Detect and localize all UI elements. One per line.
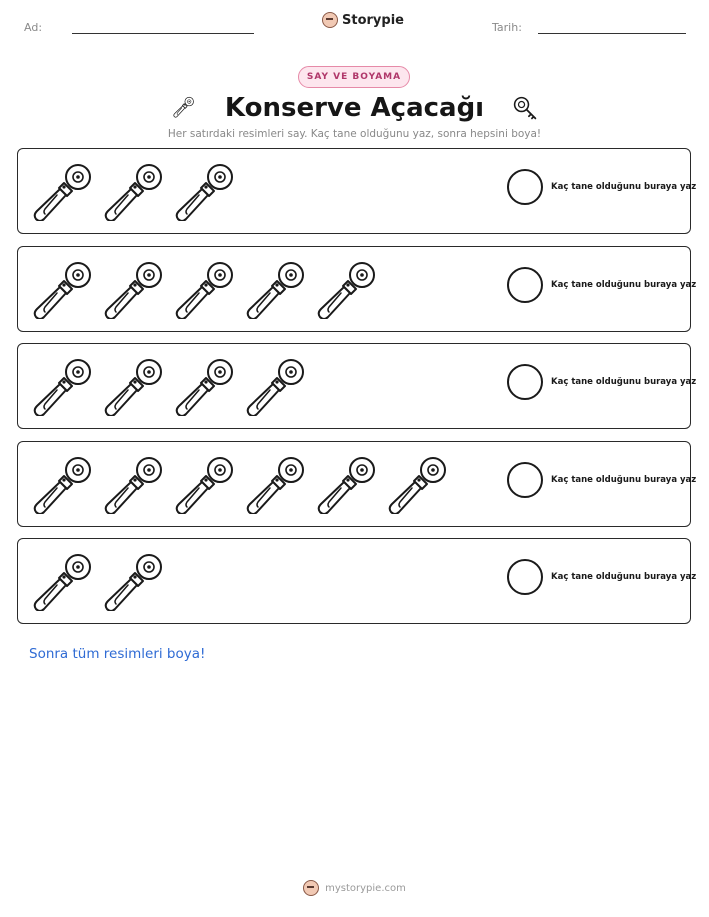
can-opener-icon[interactable]: [101, 354, 163, 416]
key-can-opener-icon: [512, 95, 538, 121]
answer-label: Kaç tane olduğunu buraya yaz: [551, 474, 697, 485]
brand-name: Storypie: [342, 12, 404, 28]
count-row: [17, 441, 697, 527]
footer-brand: [0, 880, 709, 896]
answer-label: Kaç tane olduğunu buraya yaz: [551, 182, 697, 192]
can-opener-icon[interactable]: [30, 257, 92, 319]
title-row: [0, 88, 709, 128]
can-opener-icon[interactable]: [172, 354, 234, 416]
answer-circle[interactable]: [507, 559, 543, 595]
can-opener-icon[interactable]: [30, 549, 92, 611]
page-title: Konserve Açacağı: [224, 93, 485, 123]
instructions: Her satırdaki resimleri say. Kaç tane olduğunu yaz, sonra hepsini boya!: [167, 128, 542, 140]
can-opener-icon[interactable]: [101, 549, 163, 611]
can-opener-icon[interactable]: [385, 452, 447, 514]
answer-circle[interactable]: [507, 364, 543, 400]
can-opener-icon[interactable]: [172, 452, 234, 514]
can-opener-icon[interactable]: [314, 257, 376, 319]
can-opener-icon[interactable]: [30, 159, 92, 221]
can-opener-icon[interactable]: [101, 257, 163, 319]
storypie-mascot-icon: [303, 880, 319, 896]
count-row: [17, 538, 697, 624]
answer-circle[interactable]: [507, 267, 543, 303]
brand-logo: [322, 12, 404, 28]
date-line[interactable]: [538, 33, 686, 34]
name-line[interactable]: [72, 33, 254, 34]
count-row: [17, 246, 697, 332]
answer-label: Kaç tane olduğunu buraya yaz: [551, 377, 697, 387]
coloring-instruction: Sonra tüm resimleri boya!: [29, 646, 206, 662]
can-opener-icon: [171, 95, 197, 121]
can-opener-icon[interactable]: [172, 257, 234, 319]
can-opener-icon[interactable]: [101, 159, 163, 221]
answer-circle[interactable]: [507, 462, 543, 498]
footer-site: mystorypie.com: [325, 882, 406, 894]
can-opener-icon[interactable]: [243, 354, 305, 416]
can-opener-icon[interactable]: [101, 452, 163, 514]
answer-label: Kaç tane olduğunu buraya yaz: [551, 572, 697, 582]
can-opener-icon[interactable]: [243, 257, 305, 319]
can-opener-icon[interactable]: [30, 354, 92, 416]
name-label: Ad:: [24, 21, 43, 34]
count-row: [17, 148, 697, 234]
can-opener-icon[interactable]: [243, 452, 305, 514]
answer-circle[interactable]: [507, 169, 543, 205]
can-opener-icon[interactable]: [172, 159, 234, 221]
answer-label: Kaç tane olduğunu buraya yaz: [551, 279, 697, 290]
can-opener-icon[interactable]: [30, 452, 92, 514]
count-row: [17, 343, 697, 429]
worksheet-header: [0, 0, 709, 50]
date-label: Tarih:: [492, 21, 522, 34]
activity-badge: SAY VE BOYAMA: [298, 66, 410, 88]
can-opener-icon[interactable]: [314, 452, 376, 514]
storypie-mascot-icon: [322, 12, 338, 28]
